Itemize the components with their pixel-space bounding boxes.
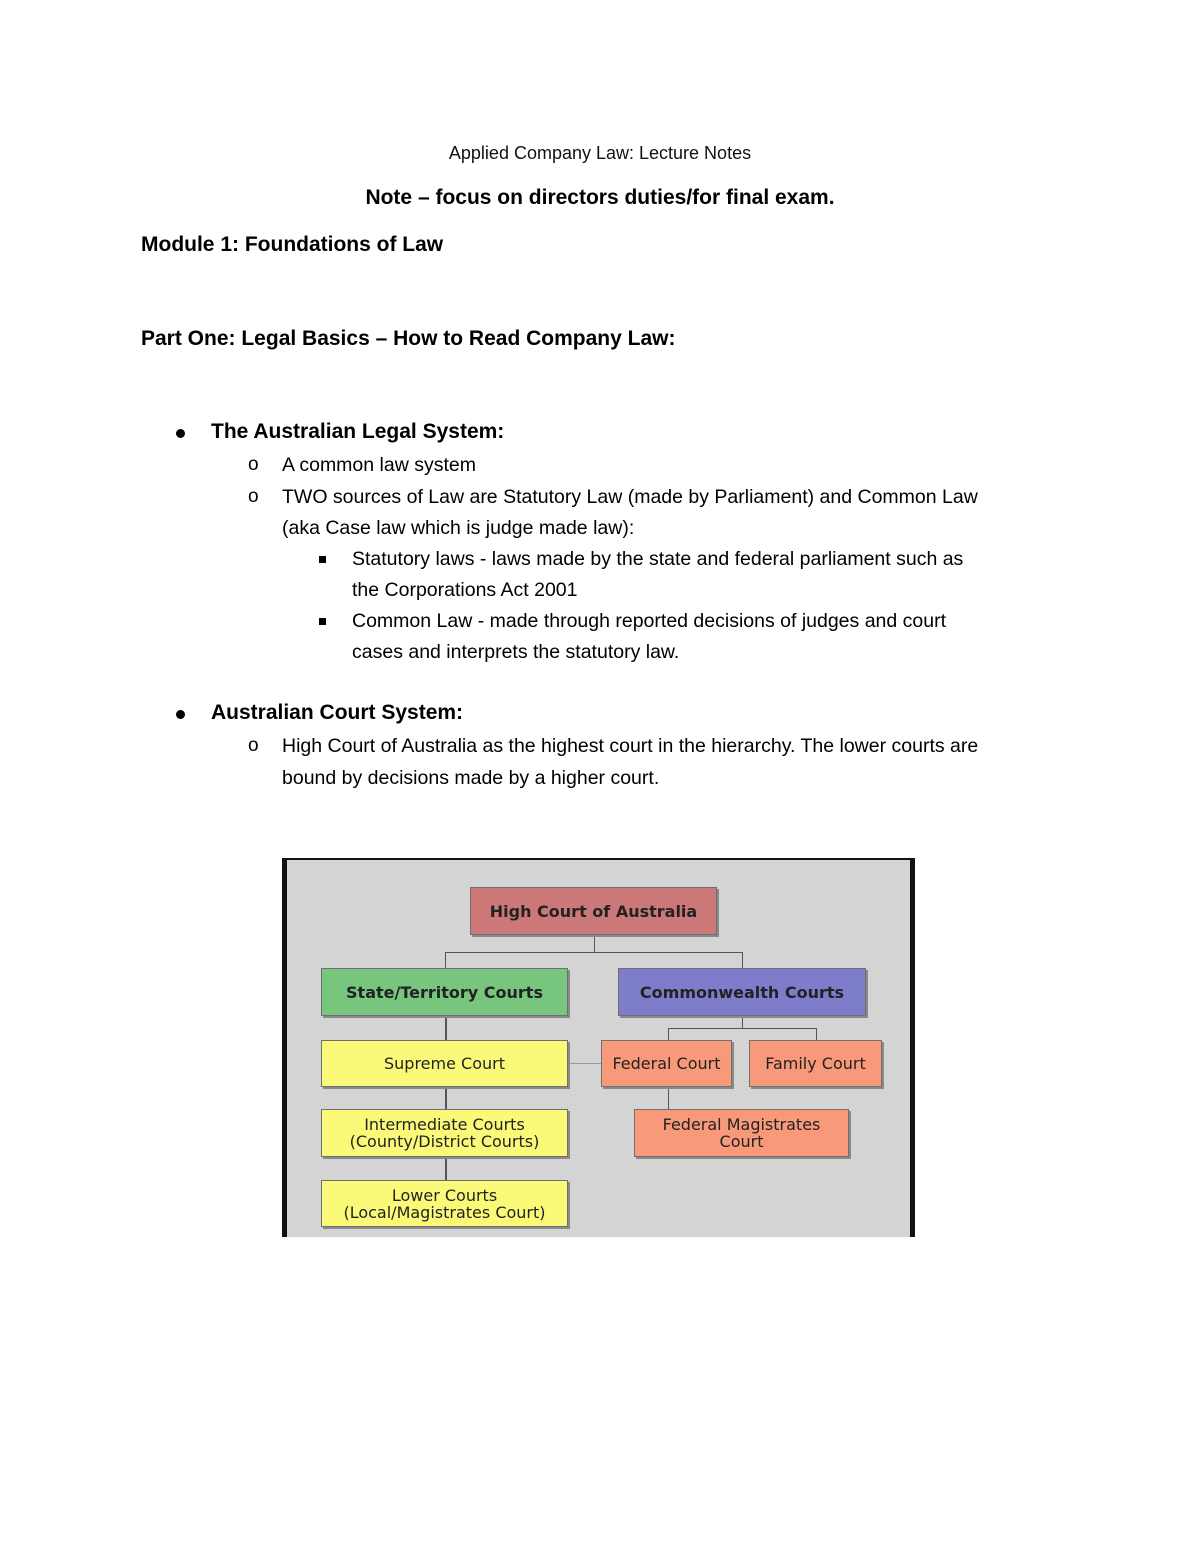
module-heading: Module 1: Foundations of Law (141, 233, 444, 256)
bullet-square-icon (319, 618, 326, 625)
bullet-circle-icon: o (248, 486, 259, 507)
document-title: Applied Company Law: Lecture Notes (448, 143, 752, 163)
part-heading: Part One: Legal Basics – How to Read Company Law: (141, 327, 676, 350)
lower-courts-box (321, 1180, 568, 1227)
connector-line (569, 1063, 601, 1064)
bullet-dot-icon (176, 429, 185, 438)
connector-line (445, 1016, 447, 1040)
commonwealth-courts-box: Commonwealth Courts (618, 968, 866, 1016)
box-line: (County/District Courts) (349, 1132, 540, 1151)
federal-magistrates-court-box (634, 1109, 849, 1157)
sub-list-item: Common Law - made through reported decisions of judges and court (352, 610, 946, 632)
sub-list-item-continued: the Corporations Act 2001 (352, 579, 578, 601)
section-heading-court-system: Australian Court System: (211, 701, 464, 724)
connector-line (742, 1016, 743, 1028)
box-line: Intermediate Courts (364, 1115, 525, 1134)
connector-line (816, 1028, 817, 1040)
federal-court-box: Federal Court (601, 1040, 732, 1087)
bullet-circle-icon: o (248, 454, 259, 475)
sub-list-item-continued: cases and interprets the statutory law. (352, 641, 680, 663)
list-item: TWO sources of Law are Statutory Law (made by Parliament) and Common Law (282, 486, 978, 508)
box-line: Lower Courts (391, 1185, 498, 1205)
list-item: A common law system (282, 454, 476, 476)
connector-line (668, 1028, 816, 1029)
section-heading-legal-system: The Australian Legal System: (211, 420, 505, 443)
box-line: (Local/Magistrates Court) (343, 1202, 546, 1222)
connector-line (445, 1087, 447, 1109)
high-court-box: High Court of Australia (470, 887, 717, 935)
intermediate-courts-box (321, 1109, 568, 1157)
box-line: Federal Magistrates (662, 1115, 821, 1134)
box-line: Court (719, 1132, 764, 1151)
list-item-continued: (aka Case law which is judge made law): (282, 517, 635, 539)
connector-line (668, 1028, 669, 1040)
bullet-circle-icon: o (248, 735, 259, 756)
exam-note: Note – focus on directors duties/for final exam. (365, 186, 835, 209)
supreme-court-box: Supreme Court (321, 1040, 568, 1087)
state-territory-courts-box: State/Territory Courts (321, 968, 568, 1016)
connector-line (594, 936, 595, 952)
court-hierarchy-diagram (282, 858, 915, 1237)
connector-line (445, 1157, 447, 1180)
connector-line (445, 952, 742, 953)
connector-line (668, 1087, 669, 1109)
list-item: High Court of Australia as the highest court in the hierarchy. The lower courts are (282, 735, 979, 757)
bullet-dot-icon (176, 710, 185, 719)
sub-list-item: Statutory laws - laws made by the state and federal parliament such as (352, 548, 964, 570)
family-court-box: Family Court (749, 1040, 882, 1087)
connector-line (445, 952, 446, 968)
bullet-square-icon (319, 556, 326, 563)
list-item-continued: bound by decisions made by a higher court. (282, 767, 660, 789)
connector-line (742, 952, 743, 968)
